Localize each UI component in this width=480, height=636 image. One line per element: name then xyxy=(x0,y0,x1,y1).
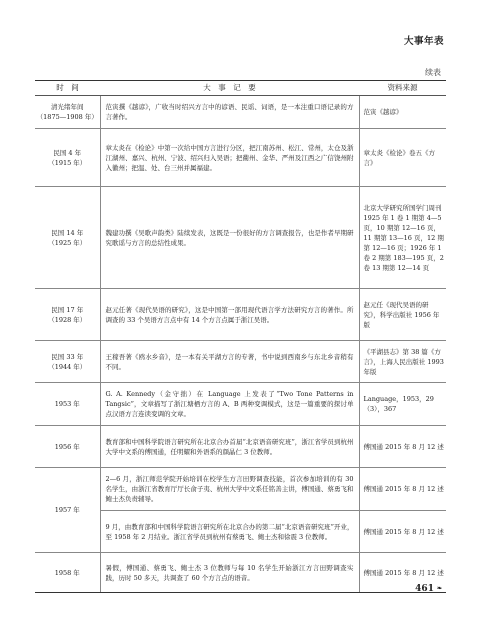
chronology-table xyxy=(35,80,446,593)
row-event: 教育部和中国科学院语言研究所在北京合办首届“北京语音研究班”，浙江省学员到杭州大学中文系的傅国通，任明耀和外语系的颜晶仁 3 位教师。 xyxy=(100,426,359,468)
row-source: 傅国通 2015 年 8 月 12 述 xyxy=(359,468,446,511)
row-date: 清光绪年间 （1875—1908 年） xyxy=(35,96,100,129)
header-date: 时 间 xyxy=(35,81,100,96)
row-event: 暑假，傅国通、蔡勇飞、鲍士杰 3 位教师与每 10 名学生开始浙江方言田野调查实践，历时 50 多天，共调查了 60 个方言点的语音。 xyxy=(100,553,359,593)
header-source: 资料来源 xyxy=(359,81,446,96)
table-row xyxy=(35,96,446,129)
running-head: 大事年表 xyxy=(403,36,444,47)
header-event: 大 事 记 要 xyxy=(100,81,359,96)
row-date: 民国 33 年 （1944 年） xyxy=(35,341,100,383)
table-row xyxy=(35,129,446,187)
row-event: 魏建功撰《吴歌声韵类》陆续发表，这既是一份很好的方言调查报告，也是作者早期研究歌谣与方言的总结性成果。 xyxy=(100,187,359,289)
row-date: 1957 年 xyxy=(35,468,100,553)
row-source: 傅国通 2015 年 8 月 12 述 xyxy=(359,553,446,593)
page-ornament-icon: ❧ xyxy=(436,585,442,592)
row-date: 民国 4 年 （1915 年） xyxy=(35,129,100,187)
table-header-row xyxy=(35,81,446,96)
row-source: 傅国通 2015 年 8 月 12 述 xyxy=(359,511,446,553)
row-event: 章太炎在《检论》中第一次给中国方言进行分区，把江南苏州、松江、常州，太仓及浙江湖州、嘉兴、杭州、宁波、绍兴归入吴语；把衢州、金华、严州及江西之广信饶州附入徽州；把温、处、台三州并属福建。 xyxy=(100,129,359,187)
table-row xyxy=(35,468,446,511)
row-event: 9 月，由教育部和中国科学院语言研究所在北京合办的第二届“北京语音研究班”开业，至 1958 年 2 月结业。浙江省学员到杭州有蔡勇飞、鲍士杰和徐震 3 位教师。 xyxy=(100,511,359,553)
row-event: 王稼吾著《鸥水乡音》，是一本有关平湖方言的专著，书中说到西南乡与东北乡音稍有不同。 xyxy=(100,341,359,383)
row-date: 1956 年 xyxy=(35,426,100,468)
table-row xyxy=(35,553,446,593)
row-event: 范寅撰《越谚》，广收当时绍兴方言中的谚语、民谣、词语，是一本注重口语记录的方言著作。 xyxy=(100,96,359,129)
row-date: 1953 年 xyxy=(35,383,100,426)
row-date: 民国 14 年 （1925 年） xyxy=(35,187,100,289)
row-source: 章太炎《检论》卷五《方言》 xyxy=(359,129,446,187)
row-date: 1958 年 xyxy=(35,553,100,593)
row-source: 范寅《越谚》 xyxy=(359,96,446,129)
table-row xyxy=(35,341,446,383)
row-event: 赵元任著《现代吴语的研究》，这是中国第一部用现代语言学方法研究方言的著作。所调查的 33 个吴语方言点中有 14 个方言点属于浙江吴语。 xyxy=(100,289,359,341)
table-row xyxy=(35,383,446,426)
table-row xyxy=(35,187,446,289)
table-row xyxy=(35,426,446,468)
row-source: 《平湖县志》第 38 篇《方言》，上海人民出版社 1993 年版 xyxy=(359,341,446,383)
row-source: 傅国通 2015 年 8 月 12 述 xyxy=(359,426,446,468)
row-source: 赵元任《现代吴语的研究》，科学出版社 1956 年版 xyxy=(359,289,446,341)
row-event: 2—6 月，浙江师范学院开始培训在校学生方言田野调查技能，首次参加培训的有 30 名学生，由浙江省教育厅厅长俞子夷、杭州大学中文系任铭善主讲，傅国通、蔡勇飞和鲍士杰负责辅导。 xyxy=(100,468,359,511)
page-number: 461 ❧ xyxy=(415,584,442,594)
row-source: Language，1953，29（3），367 xyxy=(359,383,446,426)
row-event: G. A. Kennedy（金守拙）在 Language 上发表了“Two Tone Patterns in Tangsic”，文章描写了浙江塘栖方言的 A、B 两种变调模式，这是一篇重要的探讨单点汉语方言连读变调的文章。 xyxy=(100,383,359,426)
row-source: 北京大学研究所国学门周刊 1925 年 1 卷 1 期第 4—5 页，10 期第 12—16 页，11 期第 13—16 页，12 期第 12—16 页；1926 年 1 卷 2 期第 183—195 页，2 卷 13 期第 12—14 页 xyxy=(359,187,446,289)
row-date: 民国 17 年 （1928 年） xyxy=(35,289,100,341)
table-continued-label: 续表 xyxy=(425,68,441,77)
table-row xyxy=(35,289,446,341)
